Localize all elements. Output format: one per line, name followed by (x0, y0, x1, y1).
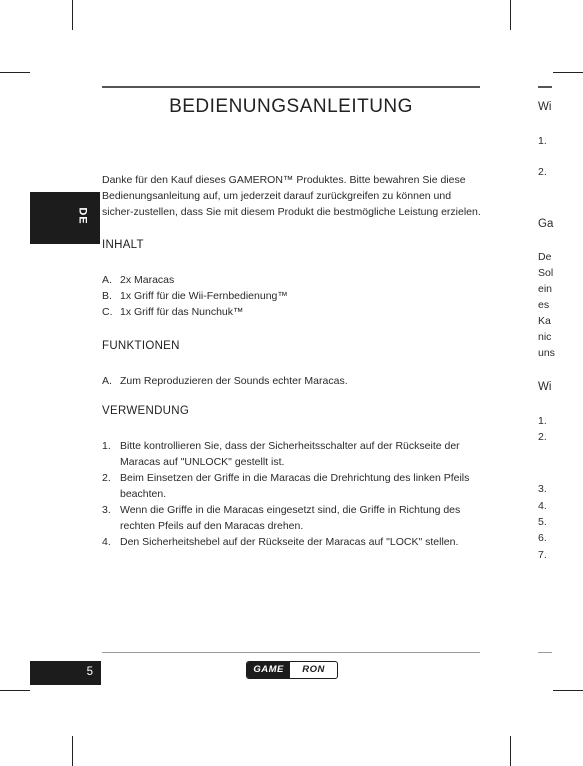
crop-mark (0, 72, 30, 73)
list-item: A. Zum Reproduzieren der Sounds echter Maracas. (102, 375, 348, 387)
next-page-fragment: 2. (538, 166, 547, 178)
section-heading-funktionen: FUNKTIONEN (102, 340, 180, 352)
next-page-fragment: 5. (538, 516, 547, 528)
list-item: B. 1x Griff für die Wii-Fernbedienung™ (102, 290, 288, 302)
crop-mark (553, 690, 583, 691)
crop-mark (510, 736, 511, 766)
header-rule (102, 86, 480, 88)
language-tab-label: DE (76, 207, 89, 225)
crop-mark (0, 690, 30, 691)
next-page-fragment: Ga (538, 218, 554, 230)
section-heading-inhalt: INHALT (102, 239, 144, 251)
next-page-fragment: Wi (538, 381, 552, 393)
next-page-fragment: 7. (538, 549, 547, 561)
next-page-fragment: 6. (538, 532, 547, 544)
intro-paragraph: Danke für den Kauf dieses GAMERON™ Produktes. Bitte bewahren Sie diese Bedienungsanleitung auf, um jederzeit darauf zurückgreifen zu können und sicher-zustellen, dass Sie mit diesem Produkt die bestmögliche Leistung erzielen. (102, 174, 481, 218)
next-page-fragment: Ka (538, 315, 551, 327)
next-page-fragment: nic (538, 331, 552, 343)
language-tab (30, 192, 100, 244)
verwendung-list (102, 438, 482, 550)
list-item: C. 1x Griff für das Nunchuk™ (102, 306, 244, 318)
header-rule-next (538, 86, 552, 88)
logo-part-left: GAME (247, 662, 290, 678)
page-number-tab (30, 661, 101, 685)
list-item: 2. Beim Einsetzen der Griffe in die Maracas die Drehrichtung des linken Pfeils beachten. (102, 472, 470, 500)
next-page-fragment: De (538, 251, 552, 263)
next-page-fragment: uns (538, 347, 555, 359)
next-page-fragment: Sol (538, 267, 554, 279)
next-page-fragment: Wi (538, 101, 552, 113)
list-item: A. 2x Maracas (102, 274, 175, 286)
next-page-fragment: 4. (538, 500, 547, 512)
section-heading-verwendung: VERWENDUNG (102, 405, 190, 417)
crop-mark (72, 736, 73, 766)
next-page-fragment: es (538, 299, 550, 311)
next-page-fragment: 1. (538, 415, 547, 427)
list-item: 1. Bitte kontrollieren Sie, dass der Sicherheitsschalter auf der Rückseite der Maracas auf "UNLOCK" gestellt ist. (102, 440, 460, 468)
footer-rule-next (538, 652, 552, 653)
crop-mark (510, 0, 511, 30)
list-item: 4. Den Sicherheitshebel auf der Rückseite der Maracas auf "LOCK" stellen. (102, 536, 459, 548)
crop-mark (72, 0, 73, 30)
gameron-logo (246, 661, 338, 679)
next-page-fragment: 1. (538, 135, 547, 147)
next-page-fragment: 3. (538, 483, 547, 495)
funktionen-list (102, 373, 482, 389)
crop-mark (553, 72, 583, 73)
footer-rule (102, 652, 480, 653)
next-page-fragment: 2. (538, 431, 547, 443)
page-number: 5 (86, 666, 93, 678)
inhalt-list (102, 272, 482, 320)
list-item: 3. Wenn die Griffe in die Maracas eingesetzt sind, die Griffe in Richtung des rechten Pfeils auf den Maracas drehen. (102, 504, 461, 532)
next-page-fragment: ein (538, 283, 553, 295)
page-title: BEDIENUNGSANLEITUNG (169, 96, 413, 117)
logo-part-right: RON (302, 664, 325, 675)
